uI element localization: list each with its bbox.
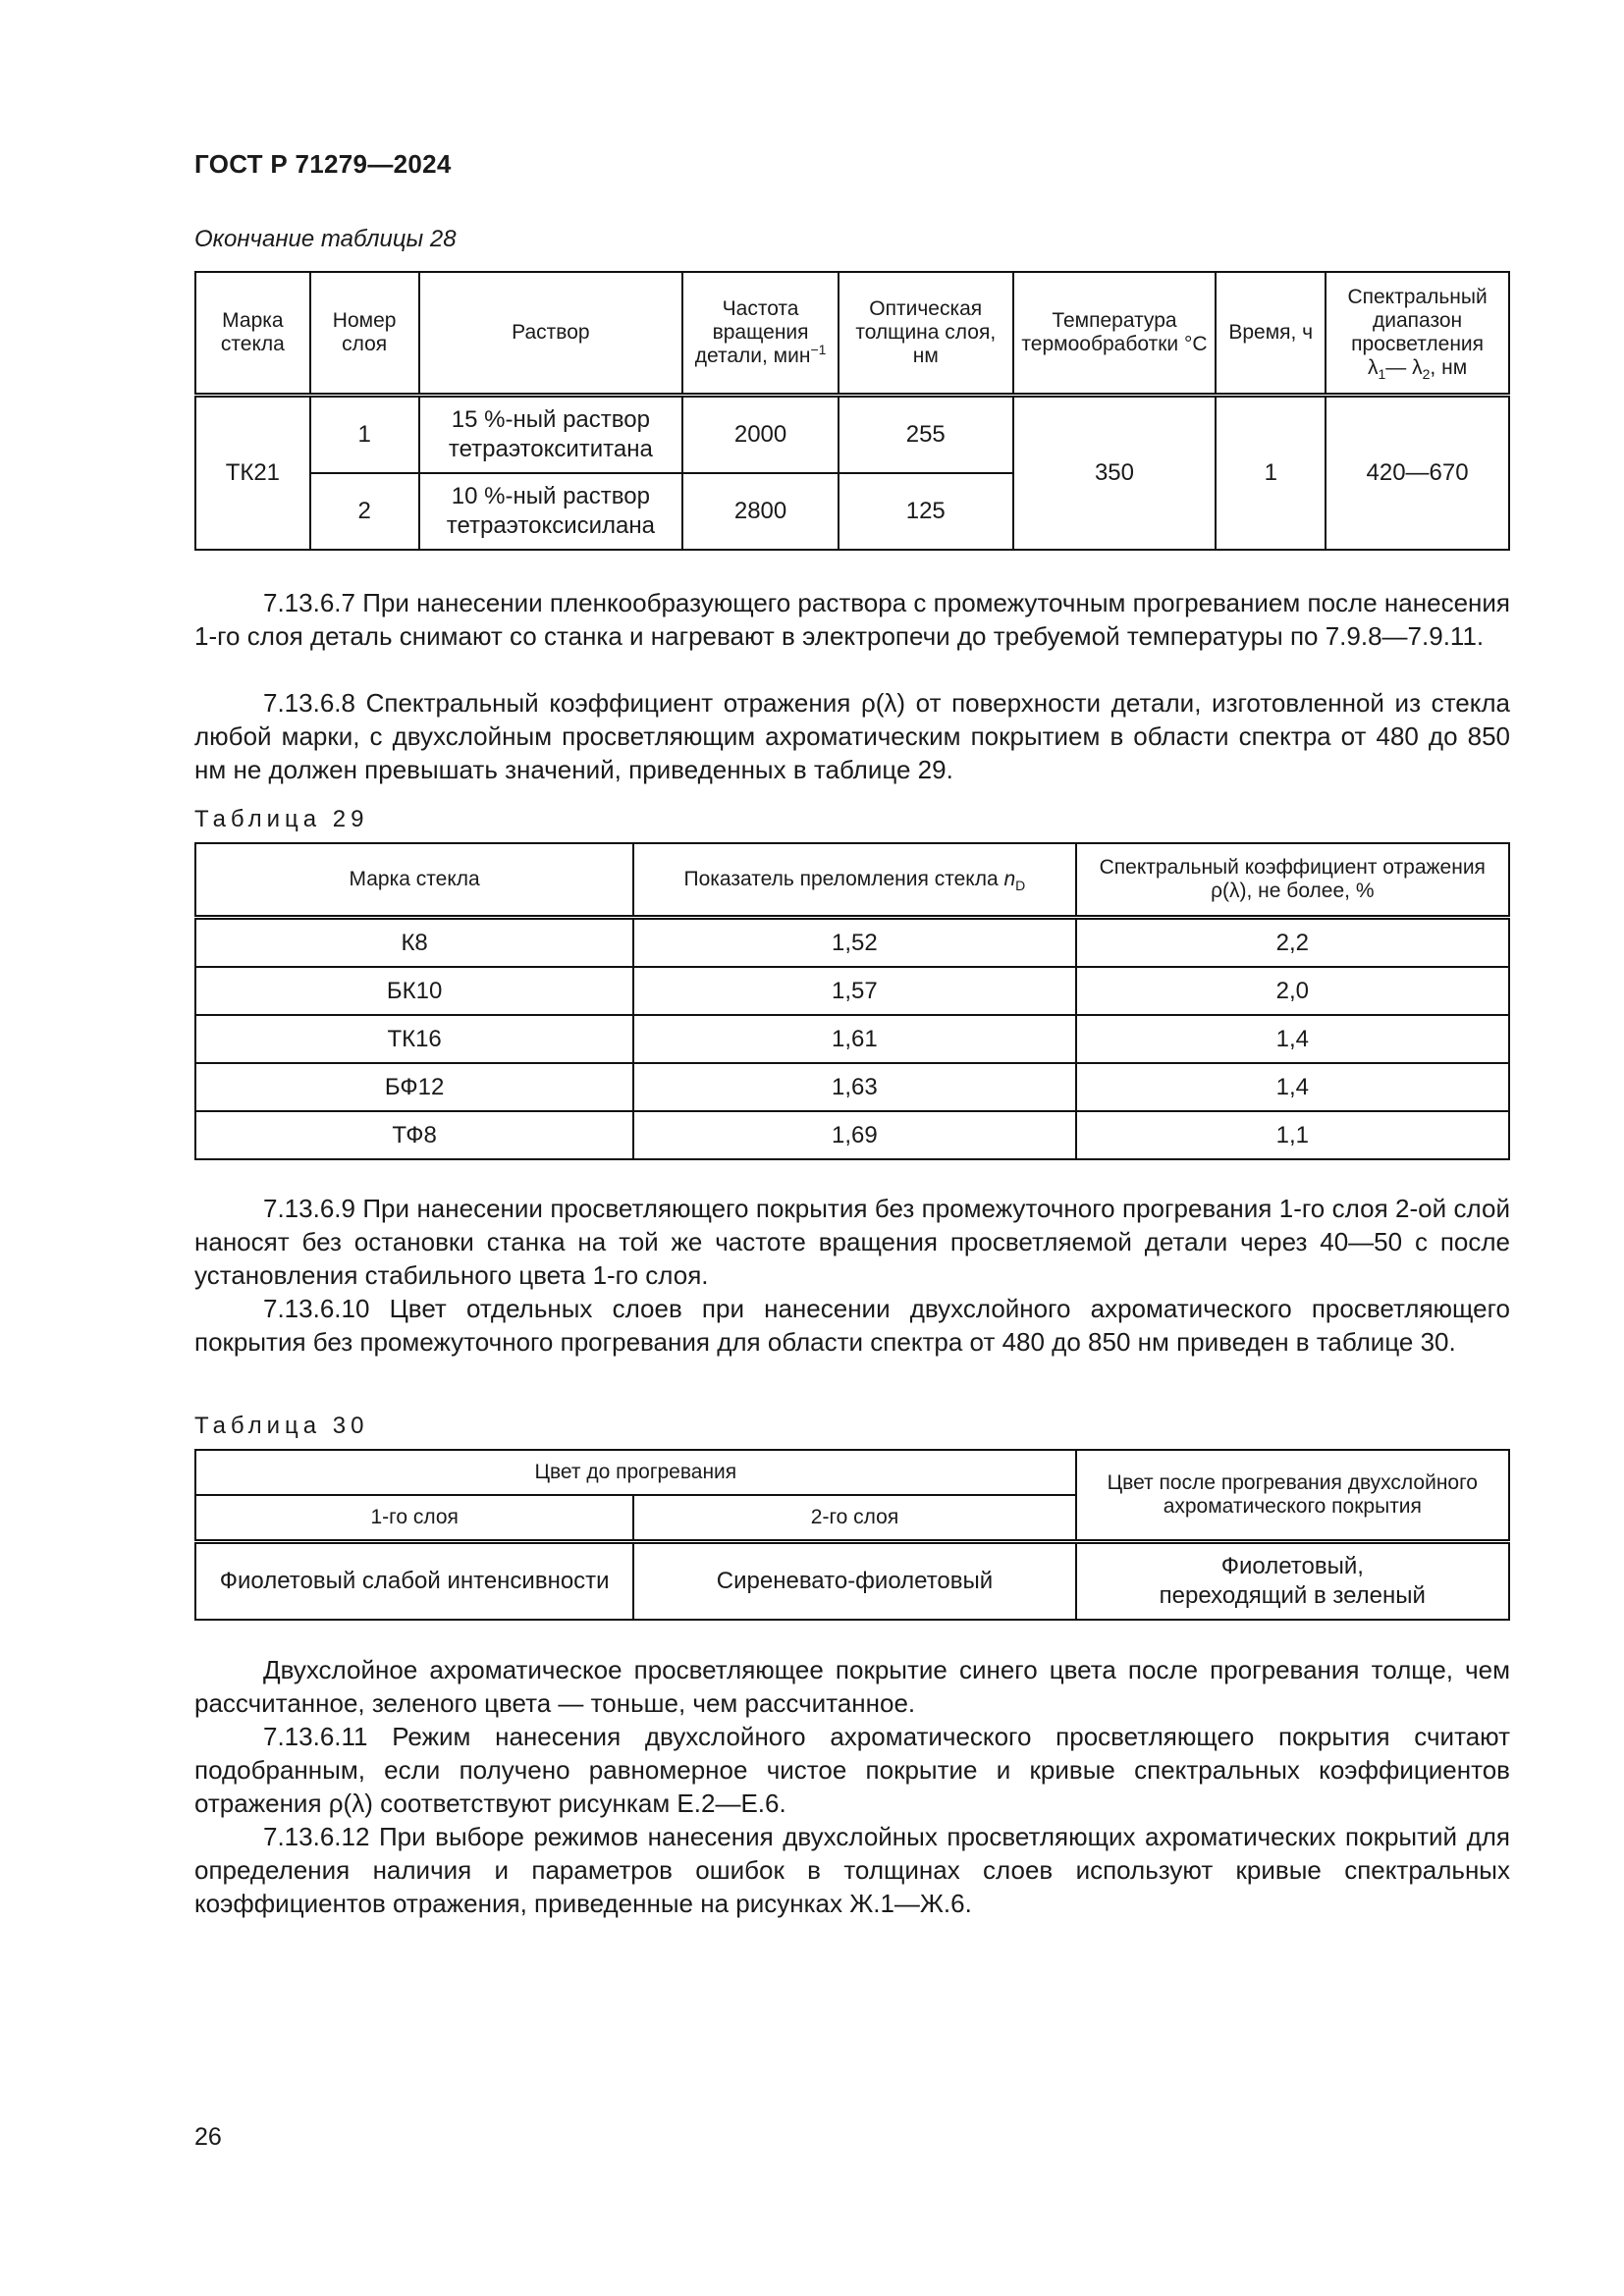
header-index-n: n xyxy=(1003,868,1016,890)
header-glass: Марка стекла xyxy=(195,272,310,396)
header-range-l1: λ xyxy=(1367,356,1379,379)
header-speed xyxy=(682,272,839,396)
table-30 xyxy=(194,1449,1510,1621)
paragraph-7-13-6-8: 7.13.6.8 Спектральный коэффициент отражения ρ(λ) от поверхности детали, изготовленной из стекла любой марки, с двухслойным просветляющим ахроматическим покрытием в области спектра от 480 до 850 нм не должен превышать значений, приведенных в таблице 29. xyxy=(194,688,1510,784)
cell-solution: 15 %-ный раствор тетраэтоксититана xyxy=(419,396,683,474)
header-temperature: Температура термообработки °С xyxy=(1013,272,1217,396)
cell-index: 1,69 xyxy=(633,1111,1075,1159)
header-index-sub: D xyxy=(1015,878,1026,894)
table-29-header-row xyxy=(195,843,1509,918)
table-row xyxy=(195,1542,1509,1621)
header-solution: Раствор xyxy=(419,272,683,396)
paragraph-blue-coating: Двухслойное ахроматическое просветляющее покрытие синего цвета после прогревания толще, чем рассчитанное, зеленого цвета — тоньше, чем рассчитанное. xyxy=(194,1655,1510,1718)
page-number: 26 xyxy=(194,2123,222,2151)
cell-glass: БФ12 xyxy=(195,1063,633,1111)
cell-after-line1: Фиолетовый, xyxy=(1220,1553,1364,1579)
cell-index: 1,57 xyxy=(633,967,1075,1015)
header-layer: Номер слоя xyxy=(310,272,419,396)
cell-glass: ТФ8 xyxy=(195,1111,633,1159)
header-color-after: Цвет после прогревания двухслойного ахроматического покрытия xyxy=(1076,1450,1509,1542)
cell-time: 1 xyxy=(1216,396,1326,551)
paragraph-7-13-6-10: 7.13.6.10 Цвет отдельных слоев при нанесении двухслойного ахроматического просветляющего покрытия без промежуточного прогревания для области спектра от 480 до 850 нм приведен в таблице 30. xyxy=(194,1294,1510,1357)
cell-temperature: 350 xyxy=(1013,396,1217,551)
table-row xyxy=(195,1063,1509,1111)
table-row xyxy=(195,918,1509,968)
table-30-header-row xyxy=(195,1450,1509,1495)
paragraph-7-13-6-7: 7.13.6.7 При нанесении пленкообразующего раствора с промежуточным прогреванием после нанесения 1-го слоя деталь снимают со станка и нагревают в электропечи до требуемой температуры по 7.9.8—7.9.11. xyxy=(194,588,1510,651)
header-range-sub2: 2 xyxy=(1422,366,1431,383)
table-row xyxy=(195,1111,1509,1159)
header-range-sub1: 1 xyxy=(1378,366,1386,383)
cell-glass: К8 xyxy=(195,918,633,968)
table-29-label: Таблица 29 xyxy=(194,806,369,832)
paragraph-7-13-6-11: 7.13.6.11 Режим нанесения двухслойного ахроматического просветляющего покрытия считают подобранным, если получено равномерное чистое покрытие и кривые спектральных коэффициентов отражения ρ(λ) соответствуют рисункам Е.2—Е.6. xyxy=(194,1722,1510,1818)
header-color-before: Цвет до прогревания xyxy=(195,1450,1076,1495)
header-time: Время, ч xyxy=(1216,272,1326,396)
cell-after-line2: переходящий в зеленый xyxy=(1159,1582,1426,1609)
cell-layer-1: Фиолетовый слабой интенсивности xyxy=(195,1542,633,1621)
header-thickness: Оптическая толщина слоя, нм xyxy=(839,272,1013,396)
table-28 xyxy=(194,271,1510,551)
document-code: ГОСТ Р 71279—2024 xyxy=(194,149,452,179)
table-28-header-row xyxy=(195,272,1509,396)
cell-coef: 2,0 xyxy=(1076,967,1509,1015)
header-refractive-index xyxy=(633,843,1075,918)
header-reflection-coef: Спектральный коэффициент отражения ρ(λ), не более, % xyxy=(1076,843,1509,918)
table-28-caption: Окончание таблицы 28 xyxy=(194,226,457,252)
cell-coef: 1,1 xyxy=(1076,1111,1509,1159)
cell-index: 1,52 xyxy=(633,918,1075,968)
cell-speed: 2800 xyxy=(682,473,839,550)
cell-after xyxy=(1076,1542,1509,1621)
cell-layer-2: Сиреневато-фиолетовый xyxy=(633,1542,1075,1621)
header-speed-text: Частота вращения детали, мин xyxy=(694,297,811,367)
paragraph-7-13-6-9: 7.13.6.9 При нанесении просветляющего покрытия без промежуточного прогревания 1-го слоя 2-ой слой наносят без остановки станка на той же частоте вращения просветляемой детали через 40—50 с после установления стабильного цвета 1-го слоя. xyxy=(194,1194,1510,1290)
cell-glass: ТК21 xyxy=(195,396,310,551)
cell-speed: 2000 xyxy=(682,396,839,474)
cell-index: 1,61 xyxy=(633,1015,1075,1063)
header-index-text: Показатель преломления стекла xyxy=(683,868,1004,890)
cell-coef: 1,4 xyxy=(1076,1015,1509,1063)
header-range-text: Спектральный диапазон просветления xyxy=(1347,286,1488,355)
header-range xyxy=(1326,272,1509,396)
table-29 xyxy=(194,842,1510,1160)
paragraph-7-13-6-12: 7.13.6.12 При выборе режимов нанесения двухслойных просветляющих ахроматических покрытий для определения наличия и параметров ошибок в толщинах слоев используют кривые спектральных коэффициентов отражения, приведенные на рисунках Ж.1—Ж.6. xyxy=(194,1822,1510,1918)
cell-glass: БК10 xyxy=(195,967,633,1015)
header-speed-sup: −1 xyxy=(810,342,827,357)
cell-solution: 10 %-ный раствор тетраэтоксисилана xyxy=(419,473,683,550)
table-row xyxy=(195,396,1509,474)
header-layer-2: 2-го слоя xyxy=(633,1495,1075,1542)
cell-layer: 1 xyxy=(310,396,419,474)
table-row xyxy=(195,967,1509,1015)
header-range-unit: , нм xyxy=(1430,356,1468,379)
header-layer-1: 1-го слоя xyxy=(195,1495,633,1542)
header-glass: Марка стекла xyxy=(195,843,633,918)
cell-layer: 2 xyxy=(310,473,419,550)
cell-coef: 2,2 xyxy=(1076,918,1509,968)
table-row xyxy=(195,1015,1509,1063)
cell-thickness: 125 xyxy=(839,473,1013,550)
cell-range: 420—670 xyxy=(1326,396,1509,551)
cell-index: 1,63 xyxy=(633,1063,1075,1111)
table-30-label: Таблица 30 xyxy=(194,1413,369,1439)
header-range-dash: — λ xyxy=(1385,356,1423,379)
cell-glass: ТК16 xyxy=(195,1015,633,1063)
cell-thickness: 255 xyxy=(839,396,1013,474)
cell-coef: 1,4 xyxy=(1076,1063,1509,1111)
